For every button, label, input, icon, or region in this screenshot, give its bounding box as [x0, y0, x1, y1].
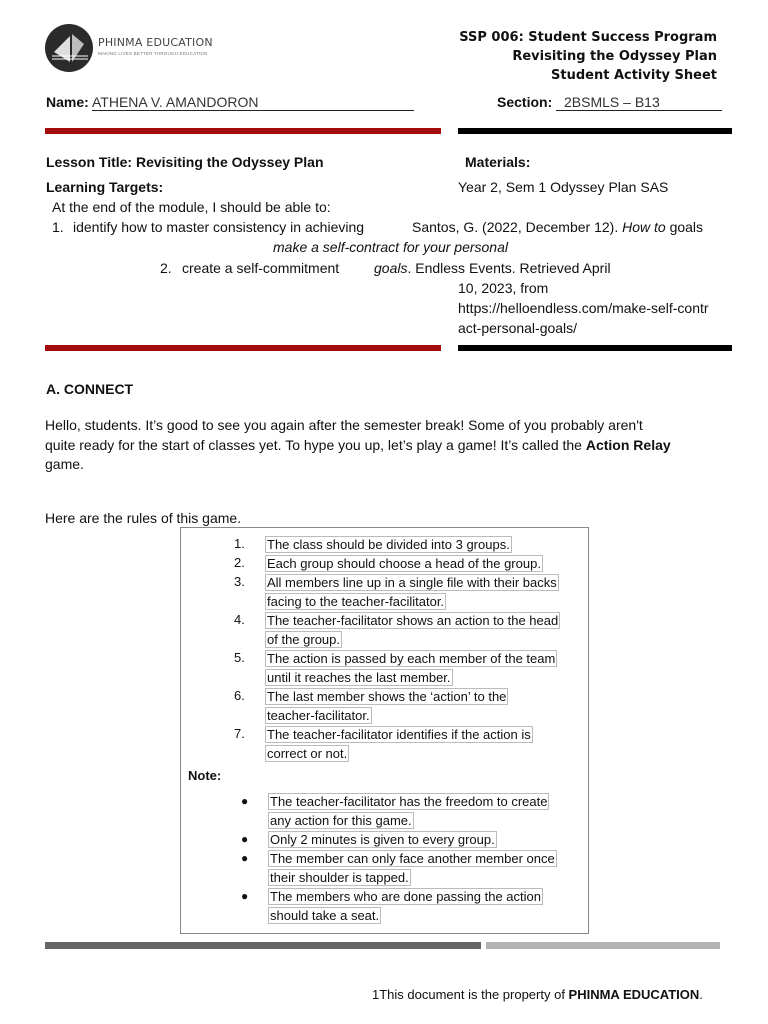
rule-text: [265, 669, 453, 687]
note-text-line: The member can only face another member once: [270, 851, 555, 866]
note-text: [268, 831, 497, 849]
reference-goals-word: goals: [669, 219, 704, 235]
note-text-line: The teacher-facilitator has the freedom to create: [270, 794, 548, 809]
footer-period: .: [699, 987, 703, 1002]
sheet-type: Student Activity Sheet: [551, 68, 717, 83]
lesson-title: Lesson Title: Revisiting the Odyssey Plan: [46, 154, 324, 170]
name-field[interactable]: ATHENA V. AMANDORON: [92, 94, 414, 111]
target-1-number: 1.: [52, 219, 64, 235]
logo-brand: PHINMA EDUCATION: [98, 36, 213, 49]
bullet-icon: ●: [241, 832, 249, 846]
footer-notice: This document is the property of: [379, 987, 569, 1002]
divider-red-bottom: [45, 345, 441, 351]
rule-text: [265, 612, 560, 630]
footer-text: [372, 987, 703, 1002]
materials-label: Materials:: [465, 154, 531, 170]
rule-number: 6.: [234, 688, 245, 703]
learning-targets-label: Learning Targets:: [46, 179, 164, 195]
rule-text: [265, 707, 372, 725]
rule-text-line: correct or not.: [267, 746, 348, 761]
connect-paragraph-text: quite ready for the start of classes yet. To hype you up, let’s play a game! It’s called the: [45, 437, 586, 453]
course-code-title: SSP 006: Student Success Program: [459, 30, 717, 45]
rule-text: [265, 631, 342, 649]
material-item: Year 2, Sem 1 Odyssey Plan SAS: [458, 179, 669, 195]
section-label: Section:: [497, 94, 553, 110]
game-name: Action Relay: [585, 437, 671, 453]
note-text: [268, 812, 414, 830]
divider-red-top: [45, 128, 441, 134]
reference-goals-italic: goals: [374, 260, 408, 276]
rule-text: [265, 650, 557, 668]
note-text: [268, 793, 549, 811]
logo-tagline: MAKING LIVES BETTER THROUGH EDUCATION: [98, 51, 208, 56]
rule-text: [265, 726, 533, 744]
rule-text-line: teacher-facilitator.: [267, 708, 370, 723]
rule-number: 1.: [234, 536, 245, 551]
target-1-text: identify how to master consistency in achieving: [73, 219, 365, 235]
rule-text: [265, 536, 512, 554]
divider-black-top: [458, 128, 732, 134]
reference-source: [374, 259, 611, 277]
footer-owner: PHINMA EDUCATION: [568, 987, 700, 1002]
note-text: [268, 869, 411, 887]
note-label: Note:: [188, 768, 222, 783]
rule-text-line: Each group should choose a head of the group.: [267, 556, 541, 571]
rule-text-line: The class should be divided into 3 groups.: [267, 537, 510, 552]
note-text-line: any action for this game.: [270, 813, 412, 828]
target-2-number: 2.: [160, 260, 172, 276]
note-text-line: Only 2 minutes is given to every group.: [270, 832, 495, 847]
footer-bar-dark: [45, 942, 481, 949]
rule-text-line: The action is passed by each member of the team: [267, 651, 556, 666]
section-field[interactable]: 2BSMLS – B13: [556, 94, 722, 111]
note-text-line: should take a seat.: [270, 908, 380, 923]
rule-text-line: The teacher-facilitator shows an action to the head: [267, 613, 559, 628]
reference-url-1[interactable]: https://helloendless.com/make-self-contr: [458, 300, 709, 316]
rule-text-line: The last member shows the ‘action’ to the: [267, 689, 507, 704]
rule-text: [265, 574, 559, 592]
note-text-line: their shoulder is tapped.: [270, 870, 409, 885]
rule-text: [265, 555, 543, 573]
rule-text-line: The teacher-facilitator identifies if the action is: [267, 727, 531, 742]
rule-text-line: until it reaches the last member.: [267, 670, 451, 685]
connect-paragraph-line-3: game.: [45, 456, 84, 472]
divider-black-bottom: [458, 345, 732, 351]
rule-text-line: All members line up in a single file with their backs: [267, 575, 557, 590]
rule-number: 4.: [234, 612, 245, 627]
module-title: Revisiting the Odyssey Plan: [512, 49, 717, 64]
reference-url-2[interactable]: act-personal-goals/: [458, 320, 578, 336]
reference-title-cont: make a self-contract for your personal: [273, 239, 508, 255]
reference-publisher: . Endless Events. Retrieved April: [407, 260, 611, 276]
reference-retrieved: 10, 2023, from: [458, 280, 549, 296]
reference-citation: [412, 218, 703, 236]
target-2-text: create a self-commitment: [182, 260, 340, 276]
name-label: Name:: [46, 94, 89, 110]
bullet-icon: ●: [241, 889, 249, 903]
rule-text: [265, 593, 446, 611]
note-text: [268, 850, 557, 868]
rule-number: 5.: [234, 650, 245, 665]
connect-paragraph-line-1: Hello, students. It’s good to see you again after the semester break! Some of you probably aren't: [45, 417, 643, 433]
rules-intro: Here are the rules of this game.: [45, 510, 242, 526]
note-text: [268, 907, 381, 925]
note-text-line: The members who are done passing the action: [270, 889, 541, 904]
rule-number: 3.: [234, 574, 245, 589]
rule-text-line: of the group.: [267, 632, 340, 647]
bullet-icon: ●: [241, 851, 249, 865]
connect-paragraph-line-2: [45, 436, 671, 454]
note-text: [268, 888, 543, 906]
reference-title-start: How to: [622, 219, 666, 235]
footer-bar-light: [486, 942, 720, 949]
rule-number: 7.: [234, 726, 245, 741]
rule-number: 2.: [234, 555, 245, 570]
page-number: 1: [372, 987, 380, 1002]
rule-text: [265, 688, 508, 706]
rule-text-line: facing to the teacher-facilitator.: [267, 594, 445, 609]
section-heading-connect: A. CONNECT: [46, 381, 134, 397]
targets-intro: At the end of the module, I should be able to:: [52, 199, 331, 215]
rule-text: [265, 745, 349, 763]
bullet-icon: ●: [241, 794, 249, 808]
reference-author-date: Santos, G. (2022, December 12).: [412, 219, 619, 235]
